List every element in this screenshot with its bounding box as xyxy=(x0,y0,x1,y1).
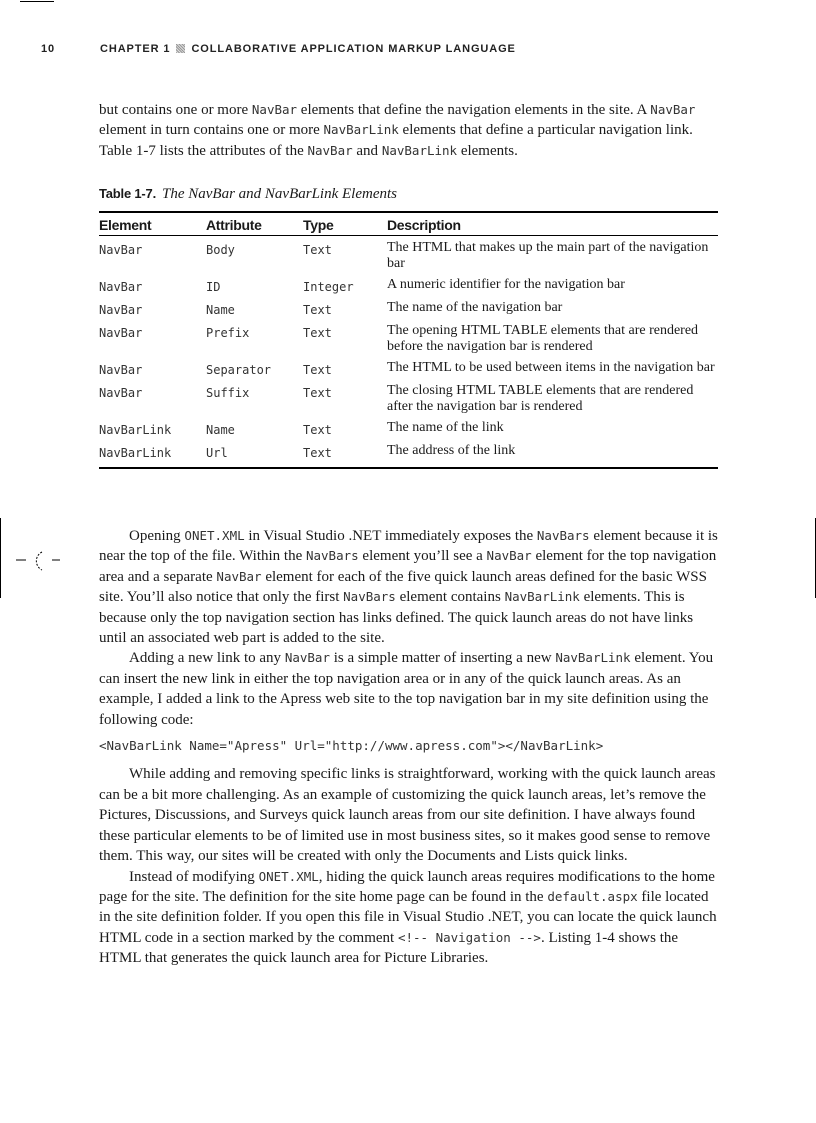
text-run: element for each of the five quick launch areas defined for the basic WSS site. You’ll also notice that only the first xyxy=(99,568,707,606)
table-row xyxy=(99,416,718,439)
code-inline: default.aspx xyxy=(547,888,638,904)
cell-element: NavBar xyxy=(99,280,143,294)
cell-description: The opening HTML TABLE elements that are rendered before the navigation bar is rendered xyxy=(387,323,699,354)
table-caption xyxy=(99,186,397,203)
code-inline: NavBar xyxy=(307,142,353,158)
table-row xyxy=(99,379,718,416)
text-run: in Visual Studio .NET immediately exposes the xyxy=(244,528,537,544)
code-inline: NavBar xyxy=(216,568,262,584)
cell-description: The HTML to be used between items in the navigation bar xyxy=(387,360,715,375)
code-inline: NavBar xyxy=(251,102,298,117)
paragraph-adding-link xyxy=(99,648,719,730)
text-run: and xyxy=(352,142,382,159)
paragraph-quick-launch: While adding and removing specific links is straightforward, working with the quick launch areas can be a bit more challenging. As an example of customizing the quick launch areas, let’s remove the Pictures, Discussions, and Surveys quick launch areas from our site definition. I have always found these particular elements to be of limited use in most business sites, so it makes good sense to remove them. This way, our sites will be created with only the Documents and Lists quick links. xyxy=(99,766,716,865)
cell-element: NavBarLink xyxy=(99,423,172,437)
table-header-row xyxy=(99,212,718,236)
text-run: element you’ll see a xyxy=(358,548,487,565)
cell-attribute: Url xyxy=(206,439,303,468)
chapter-heading xyxy=(100,43,516,55)
code-inline: <!-- Navigation --> xyxy=(397,929,541,945)
text-run: element in turn contains one or more xyxy=(99,122,324,139)
crop-mark-left xyxy=(0,518,1,598)
text-run: Opening xyxy=(129,528,185,544)
code-inline: NavBarLink xyxy=(555,650,631,666)
cell-attribute: Name xyxy=(206,303,235,317)
body-section xyxy=(99,526,719,969)
code-inline: NavBar xyxy=(284,650,330,666)
column-header-type: Type xyxy=(303,212,387,236)
cell-type: Text xyxy=(303,326,332,340)
cell-element: NavBar xyxy=(99,326,143,340)
column-header-attribute: Attribute xyxy=(206,212,303,236)
cell-type: Text xyxy=(303,386,332,400)
crop-mark-top xyxy=(20,1,54,2)
cell-element: NavBar xyxy=(99,303,143,317)
cell-attribute: ID xyxy=(206,280,221,294)
cell-description: The address of the link xyxy=(387,439,718,468)
column-header-element: Element xyxy=(99,212,206,236)
registration-mark-icon xyxy=(16,548,60,578)
cell-description: The closing HTML TABLE elements that are rendered after the navigation bar is rendered xyxy=(387,383,694,414)
table-row xyxy=(99,356,718,379)
text-run: . Listing 1-4 shows the HTML that generates the quick launch area for Picture Libraries. xyxy=(99,929,679,967)
text-run: , hiding the quick launch areas requires modifications to the home page for the site. The definition for the site home page can be found in the xyxy=(99,868,715,905)
code-inline: NavBars xyxy=(305,548,359,564)
code-inline: NavBarLink xyxy=(381,142,458,158)
table-title: The NavBar and NavBarLink Elements xyxy=(162,186,397,202)
text-run: element for the top navigation area and a separate xyxy=(99,548,717,585)
text-run: element. You can insert the new link in either the top navigation area or in any of the quick launch areas. As an example, I added a link to the Apress web site to the top navigation bar in my site definition using the following code: xyxy=(99,650,714,728)
cell-description: The HTML that makes up the main part of the navigation bar xyxy=(387,240,709,271)
cell-element: NavBar xyxy=(99,243,143,257)
code-inline: NavBar xyxy=(486,548,532,564)
cell-attribute: Body xyxy=(206,243,235,257)
cell-type: Integer xyxy=(303,280,354,294)
navbar-attributes-table xyxy=(99,211,718,469)
table-row xyxy=(99,319,718,356)
cell-type: Text xyxy=(303,439,387,468)
text-run: elements that define a particular navigation link. Table 1-7 lists the attributes of the xyxy=(99,122,693,159)
cell-element: NavBar xyxy=(99,386,143,400)
page-number: 10 xyxy=(41,43,56,55)
text-run: element contains xyxy=(395,589,505,606)
cell-type: Text xyxy=(303,243,332,257)
cell-attribute: Prefix xyxy=(206,326,250,340)
code-inline: ONET.XML xyxy=(184,528,245,543)
column-header-description: Description xyxy=(387,212,718,236)
text-run: Adding a new link to any xyxy=(129,650,285,667)
intro-section xyxy=(99,100,719,161)
table-row xyxy=(99,236,718,274)
text-run: elements. xyxy=(457,142,518,159)
table-label: Table 1-7. xyxy=(99,186,157,201)
code-inline: NavBarLink xyxy=(504,589,580,605)
cell-description: The name of the navigation bar xyxy=(387,300,563,315)
code-inline: NavBar xyxy=(650,102,696,117)
cell-description: The name of the link xyxy=(387,420,504,435)
separator-square-icon xyxy=(176,44,185,53)
text-run: is a simple matter of inserting a new xyxy=(329,650,556,667)
text-run: elements that define the navigation elements in the site. A xyxy=(297,102,651,118)
code-inline: NavBarLink xyxy=(323,122,399,138)
paragraph-home-page xyxy=(99,867,719,969)
text-run: Instead of modifying xyxy=(129,868,259,885)
intro-paragraph xyxy=(99,100,719,161)
paragraph-opening-onet xyxy=(99,526,719,648)
text-run: but contains one or more xyxy=(99,102,252,118)
cell-type: Text xyxy=(303,363,332,377)
table-row xyxy=(99,296,718,319)
table-row xyxy=(99,439,718,468)
code-inline: NavBars xyxy=(536,528,590,543)
text-run: element because it is near the top of the file. Within the xyxy=(99,528,718,565)
cell-attribute: Suffix xyxy=(206,386,250,400)
code-example: <NavBarLink Name="Apress" Url="http://www.apress.com"></NavBarLink> xyxy=(99,738,604,754)
cell-attribute: Separator xyxy=(206,363,272,377)
cell-attribute: Name xyxy=(206,423,235,437)
cell-type: Text xyxy=(303,303,332,317)
cell-element: NavBarLink xyxy=(99,439,206,468)
cell-element: NavBar xyxy=(99,363,143,377)
running-header xyxy=(41,43,816,59)
code-inline: NavBars xyxy=(343,589,396,605)
text-run: elements. This is because only the top navigation section has links defined. The quick launch areas do not have links until an associated web part is added to the site. xyxy=(99,589,694,647)
cell-description: A numeric identifier for the navigation bar xyxy=(387,277,625,292)
code-inline: ONET.XML xyxy=(258,868,319,884)
chapter-title: COLLABORATIVE APPLICATION MARKUP LANGUAGE xyxy=(191,43,516,55)
chapter-label: CHAPTER 1 xyxy=(100,43,171,55)
text-run: file located in the site definition folder. If you open this file in Visual Studio .NET, you can locate the quick launch HTML code in a section marked by the comment xyxy=(99,888,717,946)
table-row xyxy=(99,273,718,296)
cell-type: Text xyxy=(303,423,332,437)
